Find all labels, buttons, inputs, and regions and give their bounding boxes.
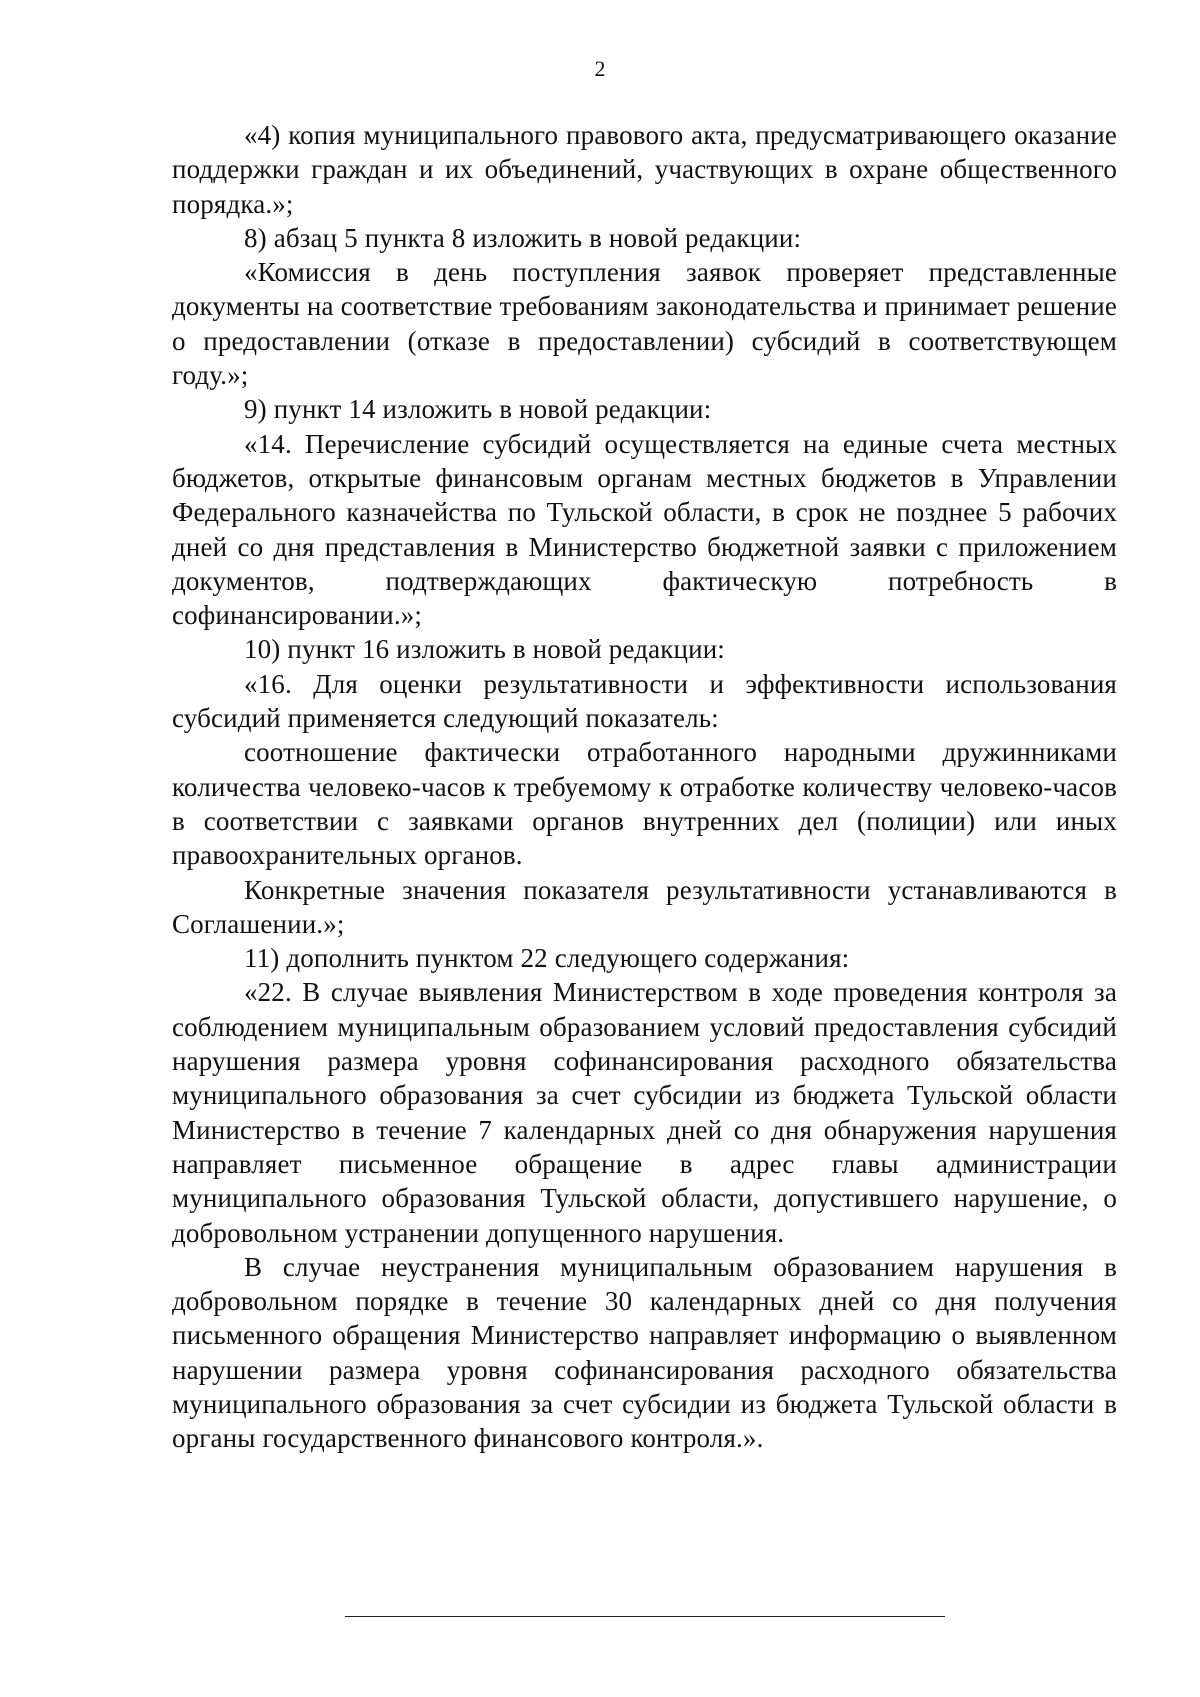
paragraph-item-4-copy: «4) копия муниципального правового акта, предусматривающего оказание поддержки граждан и их объединений, участвующих в охране общественного порядка.»; (172, 120, 1117, 219)
paragraph-item-22: «22. В случае выявления Министерством в ходе проведения контроля за соблюдением муниципальным образованием условий предоставления субсидий нарушения размера уровня софинансирования расходного обязательства муниципального образования за счет субсидии из бюджета Тульской области Министерство в течение 7 календарных дней со дня обнаружения нарушения направляет письменное обращение в адрес главы администрации муниципального образования Тульской области, допустившего нарушение, о добровольном устранении допущенного нарушения. (172, 977, 1117, 1248)
page-number: 2 (594, 56, 606, 81)
paragraph-amendment-10: 10) пункт 16 изложить в новой редакции: (244, 634, 725, 665)
paragraph-item-16: «16. Для оценки результативности и эффективности использования субсидий применяется следующий показатель: (172, 668, 1117, 734)
paragraph-non-elimination: В случае неустранения муниципальным образованием нарушения в добровольном порядке в течение 30 календарных дней со дня получения письменного обращения Министерство направляет информацию о выявленном нарушении размера уровня софинансирования расходного обязательства муниципального образования за счет субсидии из бюджета Тульской области в органы государственного финансового контроля.». (172, 1251, 1117, 1454)
paragraph-amendment-8: 8) абзац 5 пункта 8 изложить в новой редакции: (244, 222, 802, 253)
paragraph-commission: «Комиссия в день поступления заявок проверяет представленные документы на соответствие требованиям законодательства и принимает решение о предоставлении (отказе в предоставлении) субсидий в соответствующем году.»; (172, 257, 1117, 391)
paragraph-indicator-values: Конкретные значения показателя результативности устанавливаются в Соглашении.»; (172, 874, 1117, 939)
paragraph-item-14: «14. Перечисление субсидий осуществляется на единые счета местных бюджетов, открытые финансовым органам местных бюджетов в Управлении Федерального казначейства по Тульской области, в срок не позднее 5 рабочих дней со дня представления в Министерство бюджетной заявки с приложением документов, подтверждающих фактическую потребность в софинансировании.»; (172, 428, 1117, 631)
paragraph-amendment-11: 11) дополнить пунктом 22 следующего содержания: (244, 943, 850, 974)
paragraph-indicator-ratio: соотношение фактически отработанного народными дружинниками количества человеко-часов к требуемому к отработке количеству человеко-часов в соответствии с заявками органов внутренних дел (полиции) или иных правоохранительных органов. (172, 737, 1117, 871)
document-body (172, 118, 1117, 1456)
paragraph-amendment-9: 9) пункт 14 изложить в новой редакции: (244, 394, 712, 425)
closing-rule (345, 1616, 945, 1617)
